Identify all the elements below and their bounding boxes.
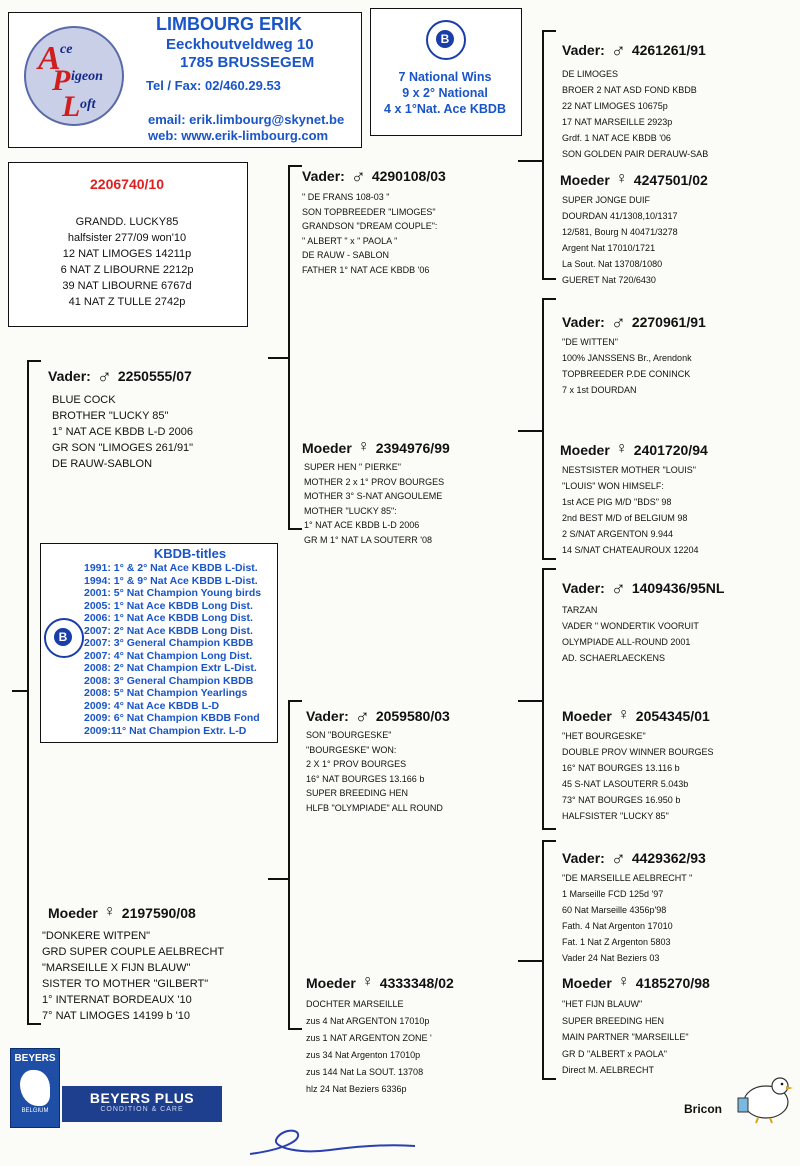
gen3-line: 100% JANSSENS Br., Arendonk: [562, 353, 692, 363]
gen3-line: MAIN PARTNER "MARSEILLE": [562, 1032, 689, 1042]
beyers-logo: [10, 1048, 60, 1128]
gen3-4-heading: [560, 442, 708, 458]
gen2-dd-line: zus 1 NAT ARGENTON ZONE ': [306, 1033, 432, 1043]
sire-line: BLUE COCK: [52, 394, 116, 406]
gen3-line: 17 NAT MARSEILLE 2923p: [562, 117, 673, 127]
gen3-label: Vader:: [562, 314, 605, 330]
gen2-sd-line: GR M 1° NAT LA SOUTERR '08: [304, 534, 433, 545]
logo-letter-l: L: [62, 90, 81, 123]
gen2-sd-label: Moeder: [302, 440, 352, 456]
male-symbol-icon: ♂: [350, 166, 366, 188]
kbdb-title-row: 2009:11° Nat Champion Extr. L-D: [84, 724, 247, 737]
gen3-1-details: [562, 66, 708, 162]
gen3-8-details: [562, 996, 689, 1079]
gen2-sd-details: [304, 460, 444, 547]
gen2-sd-line: SUPER HEN " PIERKE": [304, 462, 401, 472]
kbdb-titles-badge-icon: B: [44, 618, 84, 658]
male-symbol-icon: ♂: [354, 706, 370, 728]
sire-line: BROTHER "LUCKY 85": [52, 410, 169, 422]
kbdb-titles-heading: KBDB-titles: [153, 546, 227, 561]
main-line: 39 NAT LIBOURNE 6767d: [62, 280, 192, 292]
bracket-gen3-1-bottom: [542, 278, 556, 280]
main-line: 12 NAT LIMOGES 14211p: [62, 248, 192, 260]
gen3-line: OLYMPIADE ALL-ROUND 2001: [562, 637, 691, 647]
dam-ring: 2197590/08: [121, 905, 196, 921]
wins-line-3: 4 x 1°Nat. Ace KBDB: [384, 102, 506, 116]
sire-label: Vader:: [48, 368, 91, 384]
gen3-line: "LOUIS" WON HIMSELF:: [562, 481, 664, 491]
gen2-ss-line: SON TOPBREEDER "LIMOGES": [302, 206, 436, 217]
bracket-gen1-stub: [12, 690, 28, 692]
bracket-gen3-2-bottom: [542, 558, 556, 560]
gen2-sd-ring: 2394976/99: [375, 440, 450, 456]
gen3-line: 1 Marseille FCD 125d '97: [562, 889, 664, 899]
gen2-ds-details: [306, 728, 443, 815]
gen3-2-details: [562, 192, 678, 288]
dam-line: "DONKERE WITPEN": [42, 930, 151, 942]
kbdb-title-row: 2007: 2° Nat Ace KBDB Long Dist.: [84, 624, 253, 637]
bricon-bird-icon: [730, 1072, 794, 1124]
bracket-gen3-1-stub: [518, 160, 543, 162]
bracket-gen2-upper: [288, 165, 290, 530]
female-symbol-icon: ♀: [617, 706, 630, 723]
breeder-website[interactable]: web: www.erik-limbourg.com: [148, 128, 329, 143]
gen3-3-details: [562, 334, 692, 398]
gen3-line: TOPBREEDER P.DE CONINCK: [562, 369, 691, 379]
gen3-1-heading: [562, 40, 706, 62]
bracket-gen2-upper-stub: [268, 357, 289, 359]
gen3-line: Vader 24 Nat Beziers 03: [562, 953, 660, 963]
gen2-ss-label: Vader:: [302, 168, 345, 184]
gen2-ds-label: Vader:: [306, 708, 349, 724]
sire-line: DE RAUW-SABLON: [52, 458, 153, 470]
gen3-ring: 1409436/95NL: [631, 580, 725, 596]
gen2-ss-line: DE RAUW - SABLON: [302, 250, 390, 260]
pigeon-icon: [20, 1070, 50, 1106]
gen3-line: 73° NAT BOURGES 16.950 b: [562, 795, 681, 805]
logo-letter-a: A: [38, 40, 61, 77]
bracket-gen2-lower-stub: [268, 878, 289, 880]
gen2-ds-ring: 2059580/03: [375, 708, 450, 724]
male-symbol-icon: ♂: [610, 40, 626, 62]
signature: [240, 1120, 420, 1164]
kbdb-title-row: 2008: 2° Nat Champion Extr L-Dist.: [84, 662, 257, 674]
gen2-ds-heading: [306, 706, 450, 728]
gen3-line: 1st ACE PIG M/D "BDS" 98: [562, 497, 672, 507]
dam-line: SISTER TO MOTHER "GILBERT": [42, 978, 209, 990]
dam-details: [42, 928, 224, 1024]
dam-label: Moeder: [48, 905, 98, 921]
gen2-ss-line: " DE FRANS 108-03 ": [302, 192, 390, 202]
main-line: 41 NAT Z TULLE 2742p: [68, 296, 186, 308]
gen3-line: 2nd BEST M/D of BELGIUM 98: [562, 513, 688, 523]
breeder-phone: Tel / Fax: 02/460.29.53: [146, 78, 281, 93]
gen2-sd-line: MOTHER "LUCKY 85":: [304, 505, 397, 516]
bracket-gen2-upper-bottom: [288, 528, 302, 530]
gen3-line: 16° NAT BOURGES 13.116 b: [562, 763, 680, 773]
gen3-line: "HET BOURGESKE": [562, 731, 646, 741]
gen3-line: Fath. 4 Nat Argenton 17010: [562, 921, 673, 931]
kbdb-title-row: 2008: 3° General Champion KBDB: [84, 674, 254, 687]
bracket-gen1-bottom: [27, 1023, 41, 1025]
gen3-label: Moeder: [562, 708, 612, 724]
gen2-dd-line: zus 34 Nat Argenton 17010p: [306, 1050, 421, 1060]
main-pigeon-details: [8, 214, 246, 310]
bracket-gen3-2: [542, 298, 544, 560]
gen3-3-heading: [562, 312, 706, 334]
gen3-label: Moeder: [560, 442, 610, 458]
sire-details: [52, 392, 193, 472]
bracket-gen3-3-top: [542, 568, 556, 570]
gen3-line: "DE WITTEN": [562, 337, 618, 347]
beyers-logo-text: BEYERS: [14, 1053, 56, 1064]
kbdb-title-row: 2008: 5° Nat Champion Yearlings: [84, 687, 248, 699]
gen3-5-heading: [562, 578, 725, 600]
kbdb-title-row: 1991: 1° & 2° Nat Ace KBDB L-Dist.: [84, 562, 258, 574]
gen2-ss-ring: 4290108/03: [371, 168, 446, 184]
gen2-ds-line: 16° NAT BOURGES 13.166 b: [306, 773, 425, 784]
gen3-8-heading: [562, 975, 710, 991]
beyers-plus-tagline: CONDITION & CARE: [100, 1106, 184, 1113]
female-symbol-icon: ♀: [615, 440, 628, 457]
kbdb-title-row: 2007: 4° Nat Champion Long Dist.: [84, 649, 253, 662]
breeder-city: 1785 BRUSSEGEM: [180, 54, 315, 71]
gen3-5-details: [562, 602, 699, 666]
gen3-ring: 4185270/98: [635, 975, 710, 991]
gen3-line: "DE MARSEILLE AELBRECHT ": [562, 873, 693, 883]
sire-line: 1° NAT ACE KBDB L-D 2006: [52, 426, 193, 438]
female-symbol-icon: ♀: [615, 170, 628, 187]
breeder-email[interactable]: email: erik.limbourg@skynet.be: [148, 112, 345, 127]
gen3-6-details: [562, 728, 714, 824]
gen3-2-heading: [560, 172, 708, 188]
kbdb-title-row: 2007: 3° General Champion KBDB: [84, 637, 254, 649]
gen3-label: Moeder: [560, 172, 610, 188]
gen2-ds-line: HLFB "OLYMPIADE" ALL ROUND: [306, 802, 443, 813]
gen3-ring: 2401720/94: [633, 442, 708, 458]
gen3-line: 14 S/NAT CHATEAUROUX 12204: [562, 545, 699, 555]
gen3-line: Grdf. 1 NAT ACE KBDB '06: [562, 133, 671, 143]
gen3-line: NESTSISTER MOTHER "LOUIS": [562, 465, 696, 475]
bracket-gen2-lower-top: [288, 700, 302, 702]
gen3-line: 2 S/NAT ARGENTON 9.944: [562, 529, 674, 539]
gen2-ss-details: [302, 190, 437, 277]
female-symbol-icon: ♀: [357, 438, 370, 455]
male-symbol-icon: ♂: [96, 366, 112, 388]
gen3-line: HALFSISTER "LUCKY 85": [562, 811, 669, 821]
bracket-gen3-3-bottom: [542, 828, 556, 830]
gen3-label: Vader:: [562, 42, 605, 58]
gen2-sd-line: MOTHER 2 x 1° PROV BOURGES: [304, 476, 445, 487]
gen3-7-details: [562, 870, 692, 966]
gen2-ds-line: 2 X 1° PROV BOURGES: [306, 759, 407, 769]
gen3-line: AD. SCHAERLAECKENS: [562, 653, 666, 663]
sire-line: GR SON "LIMOGES 261/91": [52, 442, 194, 454]
gen3-line: SUPER JONGE DUIF: [562, 195, 651, 205]
main-line: GRANDD. LUCKY85: [75, 216, 179, 228]
gen3-label: Vader:: [562, 580, 605, 596]
gen3-line: 60 Nat Marseille 4356p'98: [562, 905, 667, 915]
gen3-line: "HET FIJN BLAUW": [562, 999, 643, 1009]
gen2-ss-heading: [302, 166, 446, 188]
gen3-line: Direct M. AELBRECHT: [562, 1065, 655, 1075]
kbdb-title-row: 2001: 5° Nat Champion Young birds: [84, 587, 262, 599]
dam-line: "MARSEILLE X FIJN BLAUW": [42, 962, 191, 974]
gen3-6-heading: [562, 708, 710, 724]
gen3-ring: 2054345/01: [635, 708, 710, 724]
gen3-line: SUPER BREEDING HEN: [562, 1015, 665, 1026]
bracket-gen3-2-stub: [518, 430, 543, 432]
bracket-gen3-2-top: [542, 298, 556, 300]
logo-word-pigeon: igeon: [71, 69, 103, 84]
wins-line-1: 7 National Wins: [398, 70, 492, 84]
kbdb-titles-list: [84, 562, 261, 737]
gen3-4-details: [562, 462, 699, 558]
gen3-ring: 4261261/91: [631, 42, 706, 58]
gen3-line: Fat. 1 Nat Z Argenton 5803: [562, 937, 671, 947]
bracket-gen1-top: [27, 360, 41, 362]
gen2-sd-heading: [302, 440, 450, 456]
gen2-dd-line: hlz 24 Nat Beziers 6336p: [306, 1084, 407, 1094]
gen3-line: DE LIMOGES: [562, 69, 619, 79]
breeder-street: Eeckhoutveldweg 10: [166, 36, 314, 53]
gen3-line: GUERET Nat 720/6430: [562, 275, 656, 285]
gen2-sd-line: MOTHER 3° S-NAT ANGOULEME: [304, 491, 443, 501]
gen3-line: GR D "ALBERT x PAOLA": [562, 1048, 667, 1059]
main-line: 6 NAT Z LIBOURNE 2212p: [60, 264, 194, 276]
gen3-line: DOURDAN 41/1308,10/1317: [562, 211, 678, 221]
gen3-line: 7 x 1st DOURDAN: [562, 385, 637, 395]
bracket-gen3-3: [542, 568, 544, 830]
gen3-line: 45 S-NAT LASOUTERR 5.043b: [562, 779, 689, 789]
male-symbol-icon: ♂: [610, 312, 626, 334]
gen3-line: La Sout. Nat 13708/1080: [562, 259, 663, 269]
gen2-sd-line: 1° NAT ACE KBDB L-D 2006: [304, 520, 420, 530]
gen3-line: 22 NAT LIMOGES 10675p: [562, 101, 668, 111]
main-pigeon-ring: 2206740/10: [90, 176, 164, 192]
logo-letter-p: P: [52, 64, 71, 97]
kbdb-title-row: 2005: 1° Nat Ace KBDB Long Dist.: [84, 599, 253, 612]
beyers-plus-banner: [62, 1086, 222, 1122]
bracket-gen2-upper-top: [288, 165, 302, 167]
logo-word-loft: oft: [80, 97, 96, 112]
beyers-logo-sub: BELGIUM: [21, 1108, 49, 1114]
dam-line: GRD SUPER COUPLE AELBRECHT: [42, 946, 225, 958]
gen3-ring: 2270961/91: [631, 314, 706, 330]
gen2-dd-line: zus 144 Nat La SOUT. 13708: [306, 1067, 424, 1077]
gen3-label: Vader:: [562, 850, 605, 866]
gen3-line: Argent Nat 17010/1721: [562, 243, 656, 253]
bracket-gen3-1-top: [542, 30, 556, 32]
gen3-ring: 4429362/93: [631, 850, 706, 866]
gen2-ds-line: SON "BOURGESKE": [306, 730, 392, 740]
bracket-gen2-lower: [288, 700, 290, 1030]
gen3-label: Moeder: [562, 975, 612, 991]
gen3-line: TARZAN: [562, 605, 598, 615]
gen2-dd-line: zus 4 Nat ARGENTON 17010p: [306, 1016, 430, 1026]
main-line: halfsister 277/09 won'10: [67, 232, 187, 244]
gen2-ss-line: " ALBERT " x " PAOLA ": [302, 235, 398, 246]
male-symbol-icon: ♂: [610, 848, 626, 870]
female-symbol-icon: ♀: [103, 903, 116, 920]
male-symbol-icon: ♂: [610, 578, 626, 600]
breeder-name: LIMBOURG ERIK: [156, 14, 302, 34]
bracket-gen3-4-top: [542, 840, 556, 842]
bracket-gen3-1: [542, 30, 544, 280]
bracket-gen3-4-bottom: [542, 1078, 556, 1080]
wins-line-2: 9 x 2° National: [402, 86, 488, 100]
sire-heading: [48, 366, 192, 388]
gen3-line: 12/581, Bourg N 40471/3278: [562, 227, 678, 237]
bracket-gen3-4-stub: [518, 960, 543, 962]
gen3-line: VADER " WONDERTIK VOORUIT: [562, 621, 699, 631]
gen2-ss-line: FATHER 1° NAT ACE KBDB '06: [302, 264, 430, 275]
gen2-ds-line: SUPER BREEDING HEN: [306, 788, 409, 798]
kbdb-title-row: 1994: 1° & 9° Nat Ace KBDB L-Dist.: [84, 574, 258, 587]
bricon-label: Bricon: [684, 1102, 723, 1116]
gen3-line: BROER 2 NAT ASD FOND KBDB: [562, 85, 697, 95]
bracket-gen2-lower-bottom: [288, 1028, 302, 1030]
gen2-dd-ring: 4333348/02: [379, 975, 454, 991]
dam-line: 1° INTERNAT BORDEAUX '10: [42, 994, 192, 1006]
female-symbol-icon: ♀: [617, 973, 630, 990]
gen2-ss-line: GRANDSON "DREAM COUPLE":: [302, 221, 438, 231]
kbdb-title-row: 2006: 1° Nat Ace KBDB Long Dist.: [84, 612, 253, 624]
gen3-7-heading: [562, 848, 706, 870]
gen2-dd-details: [306, 996, 432, 1098]
gen2-ds-line: "BOURGESKE" WON:: [306, 744, 397, 755]
gen2-dd-label: Moeder: [306, 975, 356, 991]
female-symbol-icon: ♀: [361, 973, 374, 990]
bracket-gen1: [27, 360, 29, 1025]
gen3-ring: 4247501/02: [633, 172, 708, 188]
dam-line: 7° NAT LIMOGES 14199 b '10: [42, 1010, 190, 1022]
gen3-line: SON GOLDEN PAIR DERAUW-SAB: [562, 149, 709, 159]
kbdb-badge-icon: B: [426, 20, 466, 60]
kbdb-title-row: 2009: 6° Nat Champion KBDB Fond: [84, 712, 260, 724]
bracket-gen3-3-stub: [518, 700, 543, 702]
gen3-line: DOUBLE PROV WINNER BOURGES: [562, 747, 714, 757]
logo-word-ace: ce: [60, 42, 73, 57]
gen2-dd-heading: [306, 975, 454, 991]
sire-ring: 2250555/07: [117, 368, 192, 384]
kbdb-title-row: 2009: 4° Nat Ace KBDB L-D: [84, 699, 220, 712]
dam-heading: [48, 905, 196, 921]
gen2-dd-line: DOCHTER MARSEILLE: [306, 999, 404, 1009]
beyers-plus-text: BEYERS PLUS: [89, 1090, 195, 1106]
